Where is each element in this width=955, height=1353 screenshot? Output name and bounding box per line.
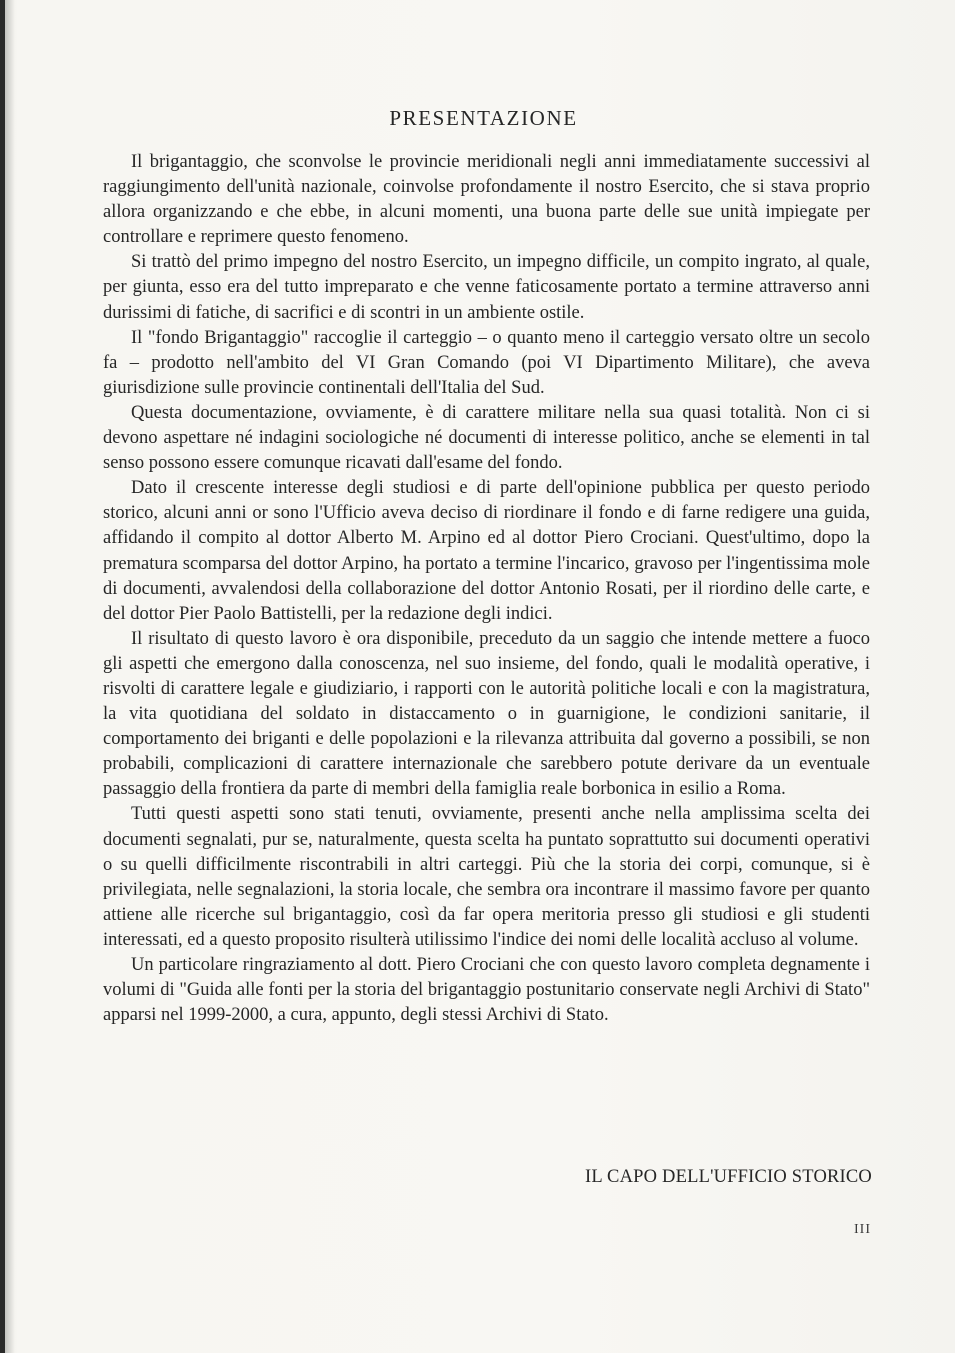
paragraph: Si trattò del primo impegno del nostro Esercito, un impegno difficile, un compito ingrato, al quale, per giunta, esso era del tutto impreparato e che venne faticosamente portato a termine attraverso anni durissimi di fatiche, di sacrifici e di scontri in un ambiente ostile. — [103, 252, 870, 323]
paragraph: Un particolare ringraziamento al dott. Piero Crociani che con questo lavoro completa degnamente i volumi di "Guida alle fonti per la storia del brigantaggio postunitario conservate negli Archivi di Stato" apparsi nel 1999-2000, a cura, appunto, degli stessi Archivi di Stato. — [103, 955, 870, 1026]
page-title: PRESENTAZIONE — [389, 106, 578, 130]
paragraph: Il risultato di questo lavoro è ora disponibile, preceduto da un saggio che intende mettere a fuoco gli aspetti che emergono dalla conoscenza, nel suo insieme, del fondo, quali le modalità operative, i risvolti di carattere legale e giudiziario, i rapporti con le autorità politiche locali e con la magistratura, la vita quotidiana del soldato in distaccamento o in guarnigione, le condizioni sanitarie, il comportamento dei briganti e delle popolazioni e la rilevanza attribuita dal governo a possibili, se non probabili, complicazioni di carattere internazionale che sarebbero potute derivare da un eventuale passaggio della frontiera da parte di membri della famiglia reale borbonica in esilio a Roma. — [103, 628, 870, 800]
paragraph: Il "fondo Brigantaggio" raccoglie il carteggio – o quanto meno il carteggio versato oltre un secolo fa – prodotto nell'ambito del VI Gran Comando (poi VI Dipartimento Militare), che aveva giurisdizione sulle provincie continentali dell'Italia del Sud. — [103, 327, 870, 398]
paragraph: Questa documentazione, ovviamente, è di carattere militare nella sua quasi totalità. Non ci si devono aspettare né indagini sociologiche né documenti di interesse politico, anche se elementi in tal senso possono essere comunque ricavati dall'esame del fondo. — [103, 402, 870, 474]
page-number: III — [854, 1222, 871, 1237]
body-text — [103, 150, 870, 1028]
binding-shadow — [5, 0, 15, 1353]
paragraph: Il brigantaggio, che sconvolse le provincie meridionali negli anni immediatamente successivi al raggiungimento dell'unità nazionale, coinvolse profondamente il nostro Esercito, che si stava proprio allora organizzando e che ebbe, in alcuni momenti, una buona parte delle sue unità impiegate per controllare e reprimere questo fenomeno. — [103, 152, 870, 248]
signature: IL CAPO DELL'UFFICIO STORICO — [585, 1167, 872, 1187]
paragraph: Tutti questi aspetti sono stati tenuti, ovviamente, presenti anche nella amplissima scelta dei documenti segnalati, pur se, naturalmente, questa scelta ha puntato soprattutto sui documenti operativi o su quelli difficilmente riscontrabili in altri carteggi. Più che la storia dei corpi, comunque, si è privilegiata, nelle segnalazioni, la storia locale, che sembra ora incontrare il massimo favore per quanto attiene alle ricerche sul brigantaggio, così da far opera meritoria presso gli studiosi e gli studenti interessati, ed a questo proposito risulterà utilissimo l'indice dei nomi delle località accluso al volume. — [103, 804, 870, 950]
paragraph: Dato il crescente interesse degli studiosi e di parte dell'opinione pubblica per questo periodo storico, alcuni anni or sono l'Ufficio aveva deciso di riordinare il fondo e di farne redigere una guida, affidando il compito al dottor Alberto M. Arpino ed al dottor Piero Crociani. Quest'ultimo, dopo la prematura scomparsa del dottor Arpino, ha portato a termine l'incarico, gravoso per l'ingentissima mole di documenti, avvalendosi della collaborazione del dottor Antonio Rosati, per il riordino delle carte, e del dottor Pier Paolo Battistelli, per la redazione degli indici. — [103, 478, 870, 624]
